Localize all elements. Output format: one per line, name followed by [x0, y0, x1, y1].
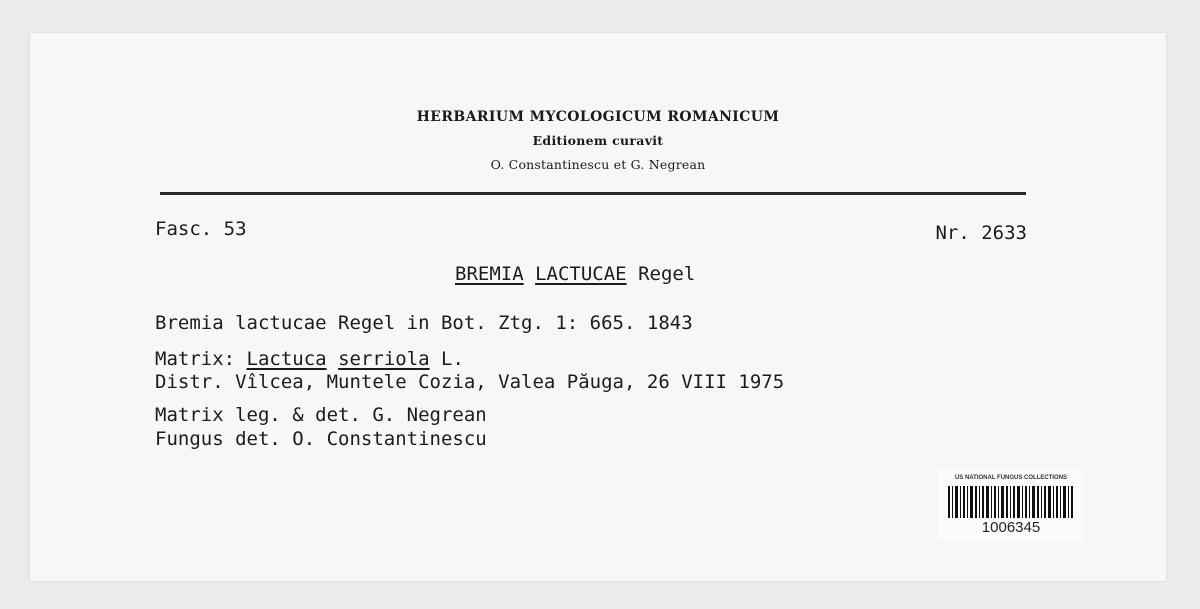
- edition-line: Editionem curavit: [532, 133, 664, 148]
- taxon-genus: BREMIA: [455, 263, 524, 285]
- matrix-author: L.: [441, 348, 464, 370]
- fungus-determiner-line: Fungus det. O. Constantinescu: [155, 428, 487, 450]
- matrix-line: [155, 348, 464, 370]
- taxon-species: LACTUCAE: [535, 263, 627, 285]
- barcode-number: 1006345: [981, 519, 1041, 536]
- matrix-prefix: Matrix:: [155, 348, 236, 370]
- citation-line: Bremia lactucae Regel in Bot. Ztg. 1: 665. 1843: [155, 312, 693, 334]
- matrix-species: serriola: [338, 348, 430, 370]
- barcode-label: [938, 469, 1084, 541]
- distribution-line: Distr. Vîlcea, Muntele Cozia, Valea Păuga, 26 VIII 1975: [155, 371, 785, 393]
- editors-line: O. Constantinescu et G. Negrean: [490, 157, 706, 172]
- specimen-number: Nr. 2633: [935, 222, 1027, 244]
- header-divider: [160, 192, 1026, 195]
- matrix-genus: Lactuca: [246, 348, 327, 370]
- matrix-collector-line: Matrix leg. & det. G. Negrean: [155, 404, 487, 426]
- taxon-author: Regel: [638, 263, 696, 285]
- taxon-name: [455, 263, 695, 285]
- barcode-caption: US NATIONAL FUNGUS COLLECTIONS: [954, 475, 1068, 481]
- herbarium-title: HERBARIUM MYCOLOGICUM ROMANICUM: [416, 109, 780, 125]
- fascicle-number: Fasc. 53: [155, 218, 247, 240]
- barcode-icon: [948, 486, 1074, 518]
